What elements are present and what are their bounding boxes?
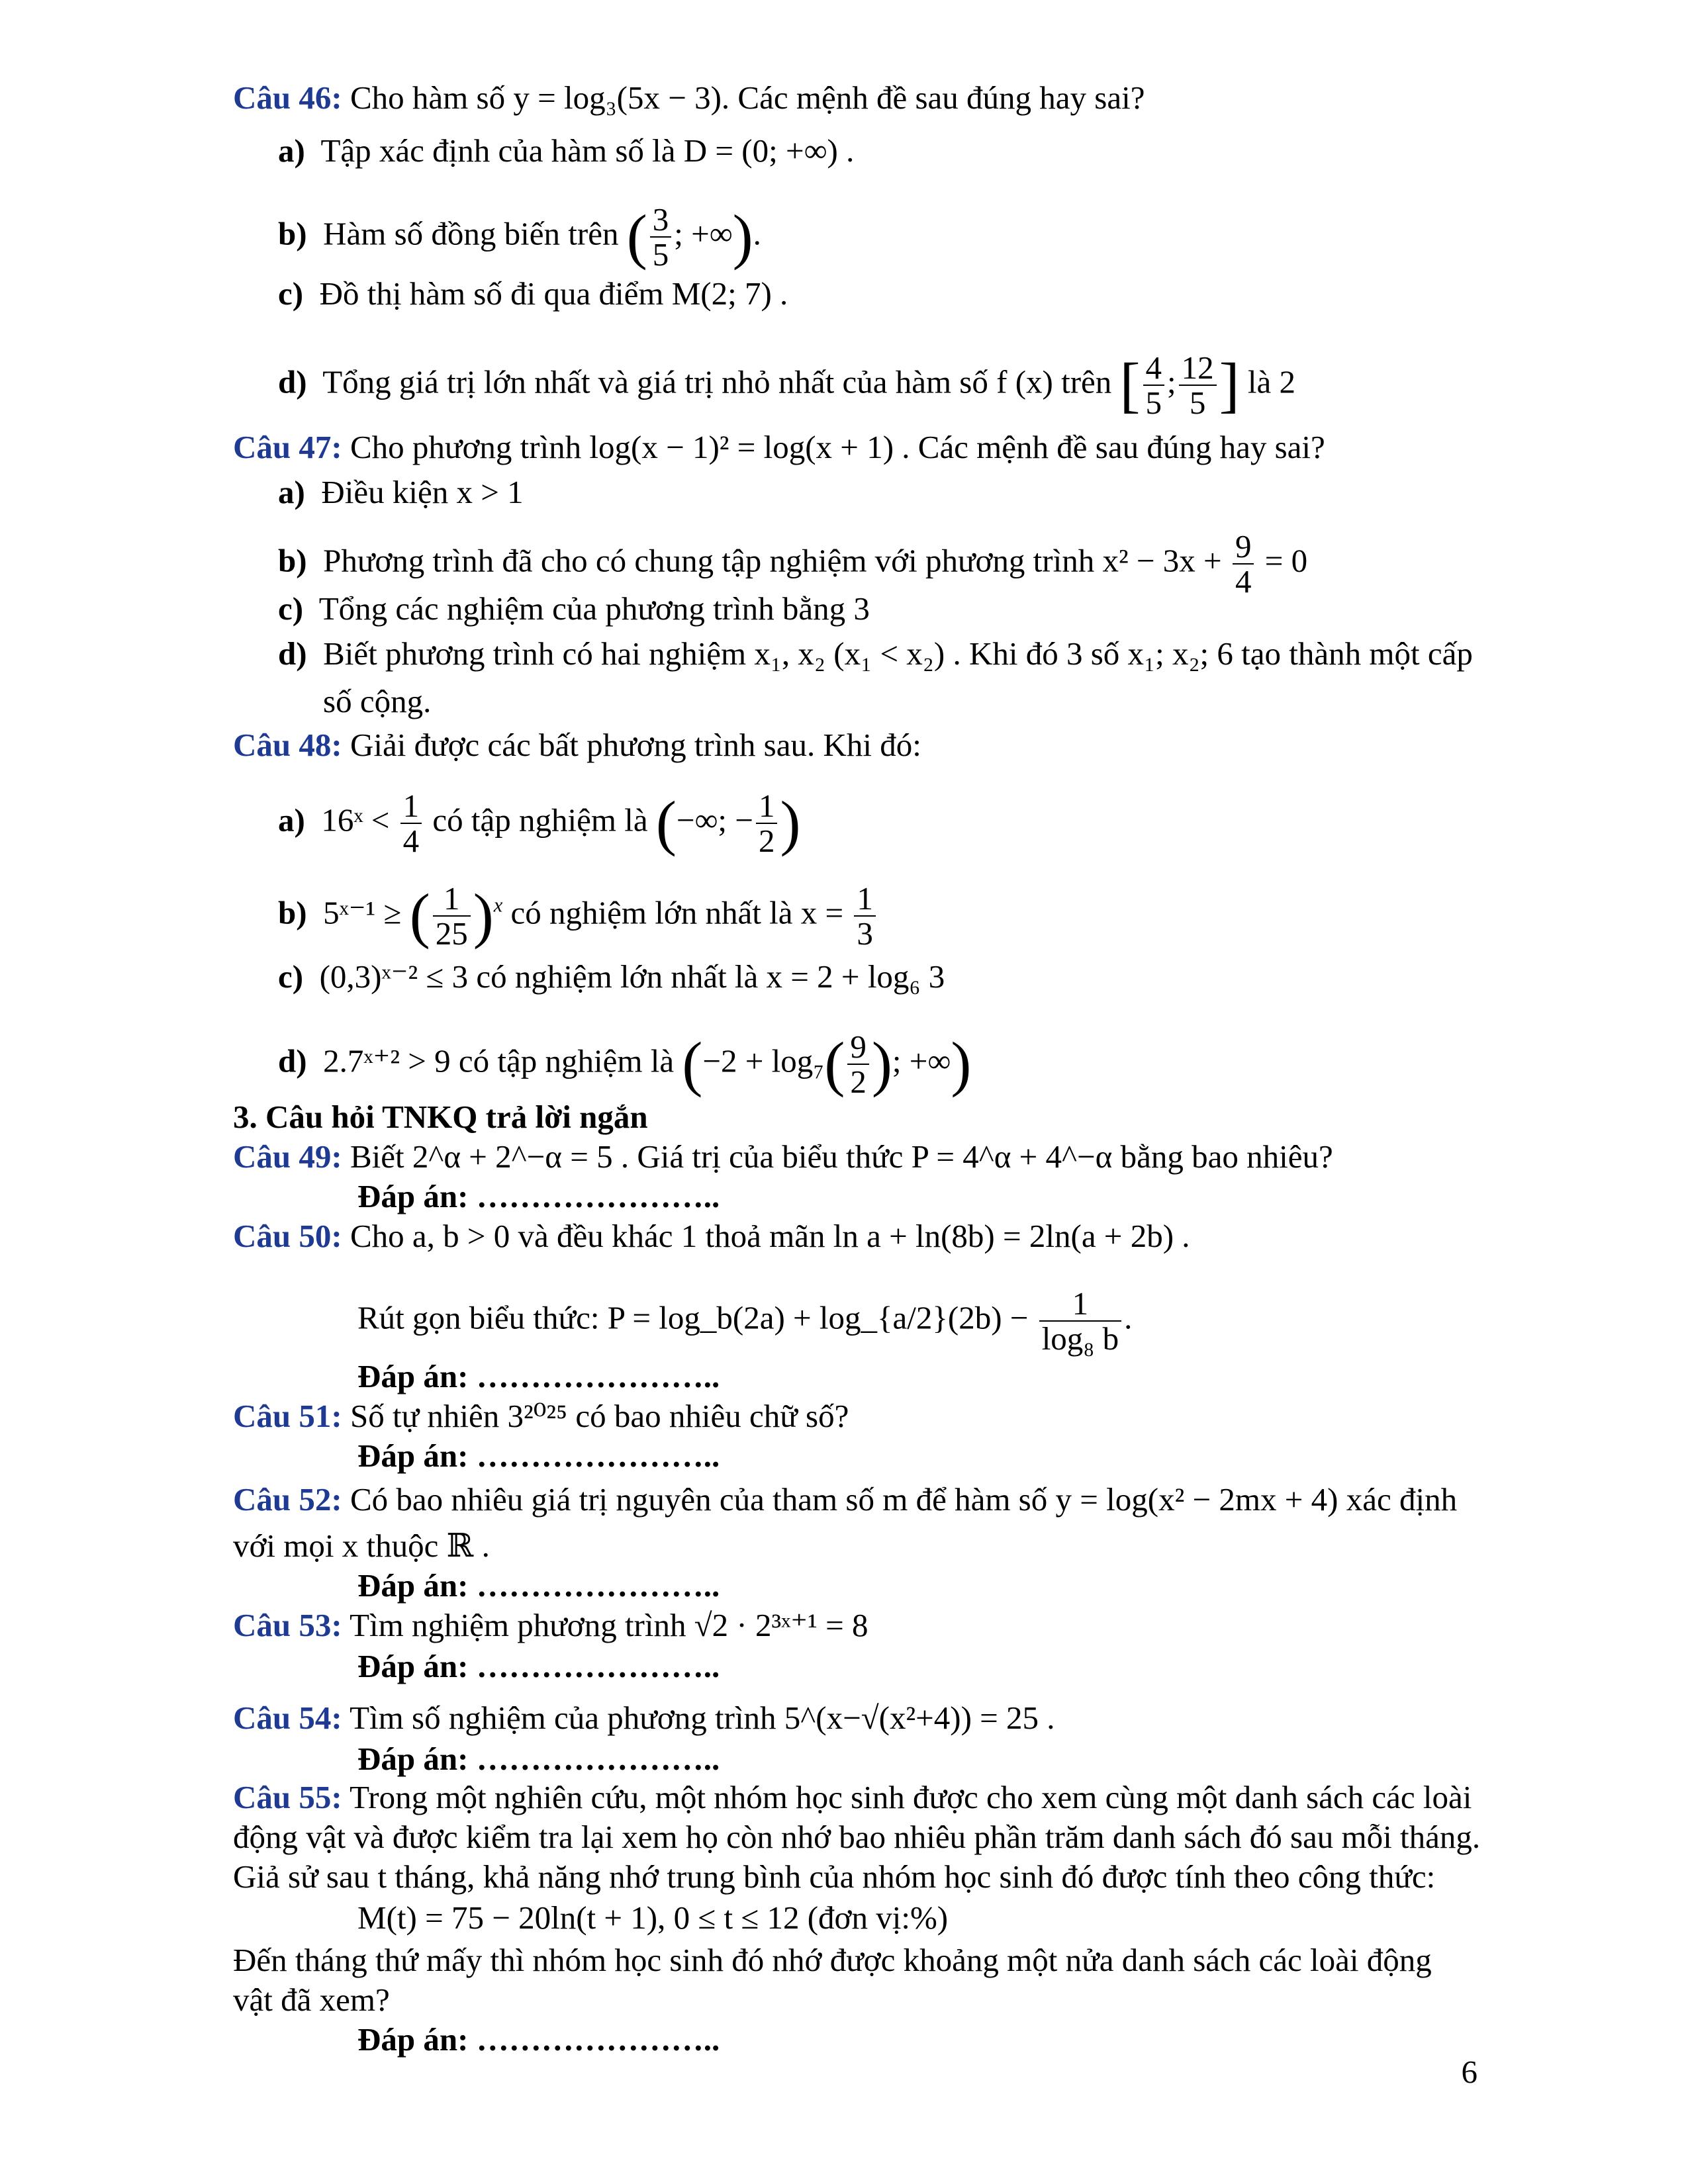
q53: Câu 53: Tìm nghiệm phương trình √2 · 2³ˣ⁺¹ = 8: [233, 1607, 868, 1643]
q46-label: Câu 46:: [233, 79, 342, 116]
q46-a: a) Tập xác định của hàm số là D = (0; +∞) .: [278, 132, 855, 169]
q52-answer: Đáp án: …………………..: [357, 1567, 720, 1604]
q55-l1: Câu 55: Trong một nghiên cứu, một nhóm học sinh được cho xem cùng một danh sách các loài: [233, 1779, 1472, 1815]
q48-c: c) (0,3)ˣ⁻² ≤ 3 có nghiệm lớn nhất là x = 2 + log₆ 3: [278, 958, 945, 995]
q47-b: b) Phương trình đã cho có chung tập nghiệm với phương trình x² − 3x + $\frac{9}{4}$ = 0: [278, 528, 1308, 600]
q50: Câu 50: Cho a, b > 0 và đều khác 1 thoả mãn ln a + ln(8b) = 2ln(a + 2b) .: [233, 1218, 1190, 1254]
q50-answer: Đáp án: …………………..: [357, 1358, 720, 1394]
q47-text: Cho phương trình log(x − 1)² = log(x + 1) . Các mệnh đề sau đúng hay sai?: [350, 429, 1325, 465]
q46-a-text: Tập xác định của hàm số là D = (0; +∞) .: [320, 132, 855, 169]
q47-d: d) Biết phương trình có hai nghiệm x₁, x₂ (x₁ < x₂) . Khi đó 3 số x₁; x₂; 6 tạo thành một cấp: [278, 635, 1473, 672]
q46-c-text: Đồ thị hàm số đi qua điểm M(2; 7) .: [319, 275, 788, 312]
q48-b: b) 5ˣ⁻¹ ≥ ( $\frac{1}{25}$ )$^x$ có nghiệm lớn nhất là x = $\frac{1}{3}$: [278, 882, 878, 951]
q49: Câu 49: Biết 2^α + 2^−α = 5 . Giá trị của biểu thức P = 4^α + 4^−α bằng bao nhiêu?: [233, 1138, 1333, 1175]
q50-expression: Rút gọn biểu thức: P = log_b(2a) + log_{a/2}(2b) − $\frac{1}{\text{log₈ b}}$ .: [357, 1285, 1133, 1357]
q51-answer: Đáp án: …………………..: [357, 1437, 720, 1474]
q48-stem: Câu 48: Giải được các bất phương trình sau. Khi đó:: [233, 727, 921, 763]
q55-l2: động vật và được kiểm tra lại xem họ còn nhớ bao nhiêu phần trăm danh sách đó sau mỗi tháng.: [233, 1819, 1481, 1855]
q46-text: Cho hàm số y = log₃(5x − 3). Các mệnh đề sau đúng hay sai?: [350, 79, 1145, 116]
q54: Câu 54: Tìm số nghiệm của phương trình 5^(x−√(x²+4)) = 25 .: [233, 1700, 1055, 1736]
q46-b-text: Hàm số đồng biến trên: [323, 215, 619, 252]
q53-answer: Đáp án: …………………..: [357, 1648, 720, 1684]
q47-c: c) Tổng các nghiệm của phương trình bằng 3: [278, 590, 870, 627]
q52: Câu 52: Có bao nhiêu giá trị nguyên của tham số m để hàm số y = log(x² − 2mx + 4) xác định: [233, 1481, 1458, 1518]
q48-d: d) 2.7ˣ⁺² > 9 có tập nghiệm là (−2 + log₇( $\frac{9}{2}$ ); +∞): [278, 1028, 972, 1101]
section-heading: 3. Câu hỏi TNKQ trả lời ngắn: [233, 1099, 648, 1135]
q52-cont: với mọi x thuộc ℝ .: [233, 1527, 490, 1564]
q46-c: c) Đồ thị hàm số đi qua điểm M(2; 7) .: [278, 275, 788, 312]
q55-l6: vật đã xem?: [233, 1981, 390, 2018]
q47-label: Câu 47:: [233, 429, 342, 465]
q55-l3: Giả sử sau t tháng, khả năng nhớ trung bình của nhóm học sinh đó được tính theo công thức:: [233, 1858, 1436, 1895]
q46-d: d) Tổng giá trị lớn nhất và giá trị nhỏ nhất của hàm số f (x) trên [ $\frac{4}{5}$ ; $\frac{12}{5}$ ] là 2: [278, 349, 1296, 422]
q46-d-end: là 2: [1247, 363, 1296, 400]
q47-a: a) Điều kiện x > 1: [278, 474, 524, 510]
q55-formula: M(t) = 75 − 20ln(t + 1), 0 ≤ t ≤ 12 (đơn vị:%): [357, 1899, 949, 1936]
q46-b-fraction: $\frac{3}{5}$: [650, 203, 672, 272]
q47-stem: [233, 428, 1325, 467]
page-number: 6: [1461, 2054, 1477, 2090]
q46-d-text: Tổng giá trị lớn nhất và giá trị nhỏ nhất của hàm số f (x) trên: [322, 363, 1112, 400]
q48-a: a) 16ˣ < $\frac{1}{4}$ có tập nghiệm là (−∞; − $\frac{1}{2}$ ): [278, 788, 801, 860]
q48-label: Câu 48:: [233, 727, 342, 763]
q55-l5: Đến tháng thứ mấy thì nhóm học sinh đó nhớ được khoảng một nửa danh sách các loài động: [233, 1942, 1432, 1978]
q49-answer: Đáp án: …………………..: [357, 1178, 720, 1214]
q55-answer: Đáp án: …………………..: [357, 2021, 720, 2058]
q46-b: b) Hàm số đồng biến trên ( $\frac{3}{5}$ ; +∞).: [278, 201, 761, 273]
q54-answer: Đáp án: …………………..: [357, 1741, 720, 1777]
q47-d-cont: số cộng.: [323, 683, 432, 719]
q51: Câu 51: Số tự nhiên 3²⁰²⁵ có bao nhiêu chữ số?: [233, 1398, 849, 1434]
q46-stem: [233, 78, 1145, 118]
